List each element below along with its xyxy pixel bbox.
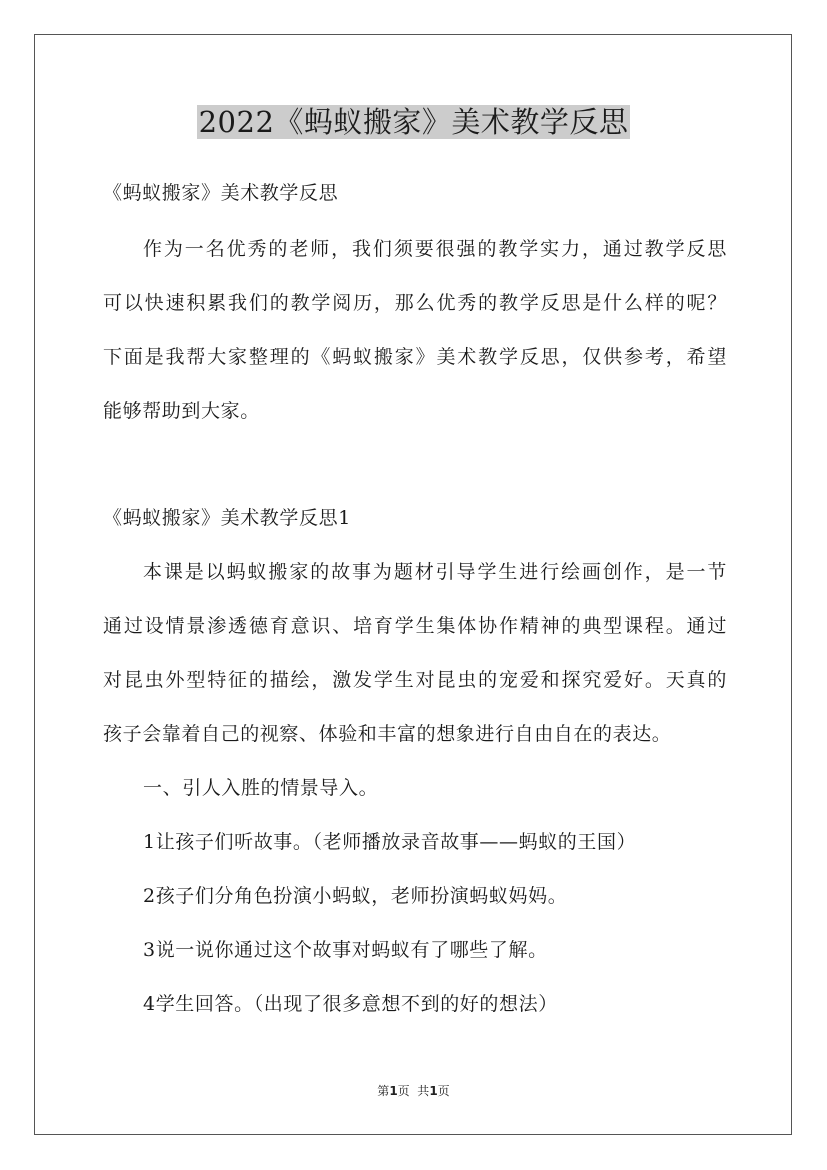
step-item-2: 2孩子们分角色扮演小蚂蚁，老师扮演蚂蚁妈妈。: [143, 885, 568, 907]
step-item-3: 3说一说你通过这个故事对蚂蚁有了哪些了解。: [143, 939, 548, 961]
intro-line-1: 作为一名优秀的老师，我们须要很强的教学实力，通过教学反思: [143, 238, 727, 260]
section-heading: 《蚂蚁搬家》美术教学反思1: [103, 507, 351, 529]
document-title: [0, 98, 827, 146]
step-item-1: 1让孩子们听故事。（老师播放录音故事——蚂蚁的王国）: [143, 831, 637, 853]
page-label-prefix: 第: [377, 1084, 390, 1098]
page-footer: [0, 1082, 827, 1100]
document-title-text: 2022《蚂蚁搬家》美术教学反思: [198, 105, 629, 139]
intro-line-3: 下面是我帮大家整理的《蚂蚁搬家》美术教学反思，仅供参考，希望: [103, 346, 727, 368]
body-line-2: 通过设情景渗透德育意识、培育学生集体协作精神的典型课程。通过: [103, 615, 727, 637]
step-heading: 一、引人入胜的情景导入。: [143, 777, 379, 799]
document-subtitle: 《蚂蚁搬家》美术教学反思: [103, 182, 339, 204]
body-line-3: 对昆虫外型特征的描绘，激发学生对昆虫的宠爱和探究爱好。天真的: [103, 669, 727, 691]
page-label-suffix: 页: [437, 1084, 450, 1098]
body-line-4: 孩子会靠着自己的视察、体验和丰富的想象进行自由自在的表达。: [103, 723, 672, 745]
intro-line-4: 能够帮助到大家。: [103, 400, 260, 422]
page-label-mid: 页 共: [397, 1084, 430, 1098]
step-item-4: 4学生回答。（出现了很多意想不到的好的想法）: [143, 993, 558, 1015]
page-total: 1: [429, 1084, 438, 1098]
intro-line-2: 可以快速积累我们的教学阅历，那么优秀的教学反思是什么样的呢？: [103, 292, 727, 314]
body-line-1: 本课是以蚂蚁搬家的故事为题材引导学生进行绘画创作，是一节: [143, 561, 727, 583]
page-current: 1: [389, 1084, 398, 1098]
